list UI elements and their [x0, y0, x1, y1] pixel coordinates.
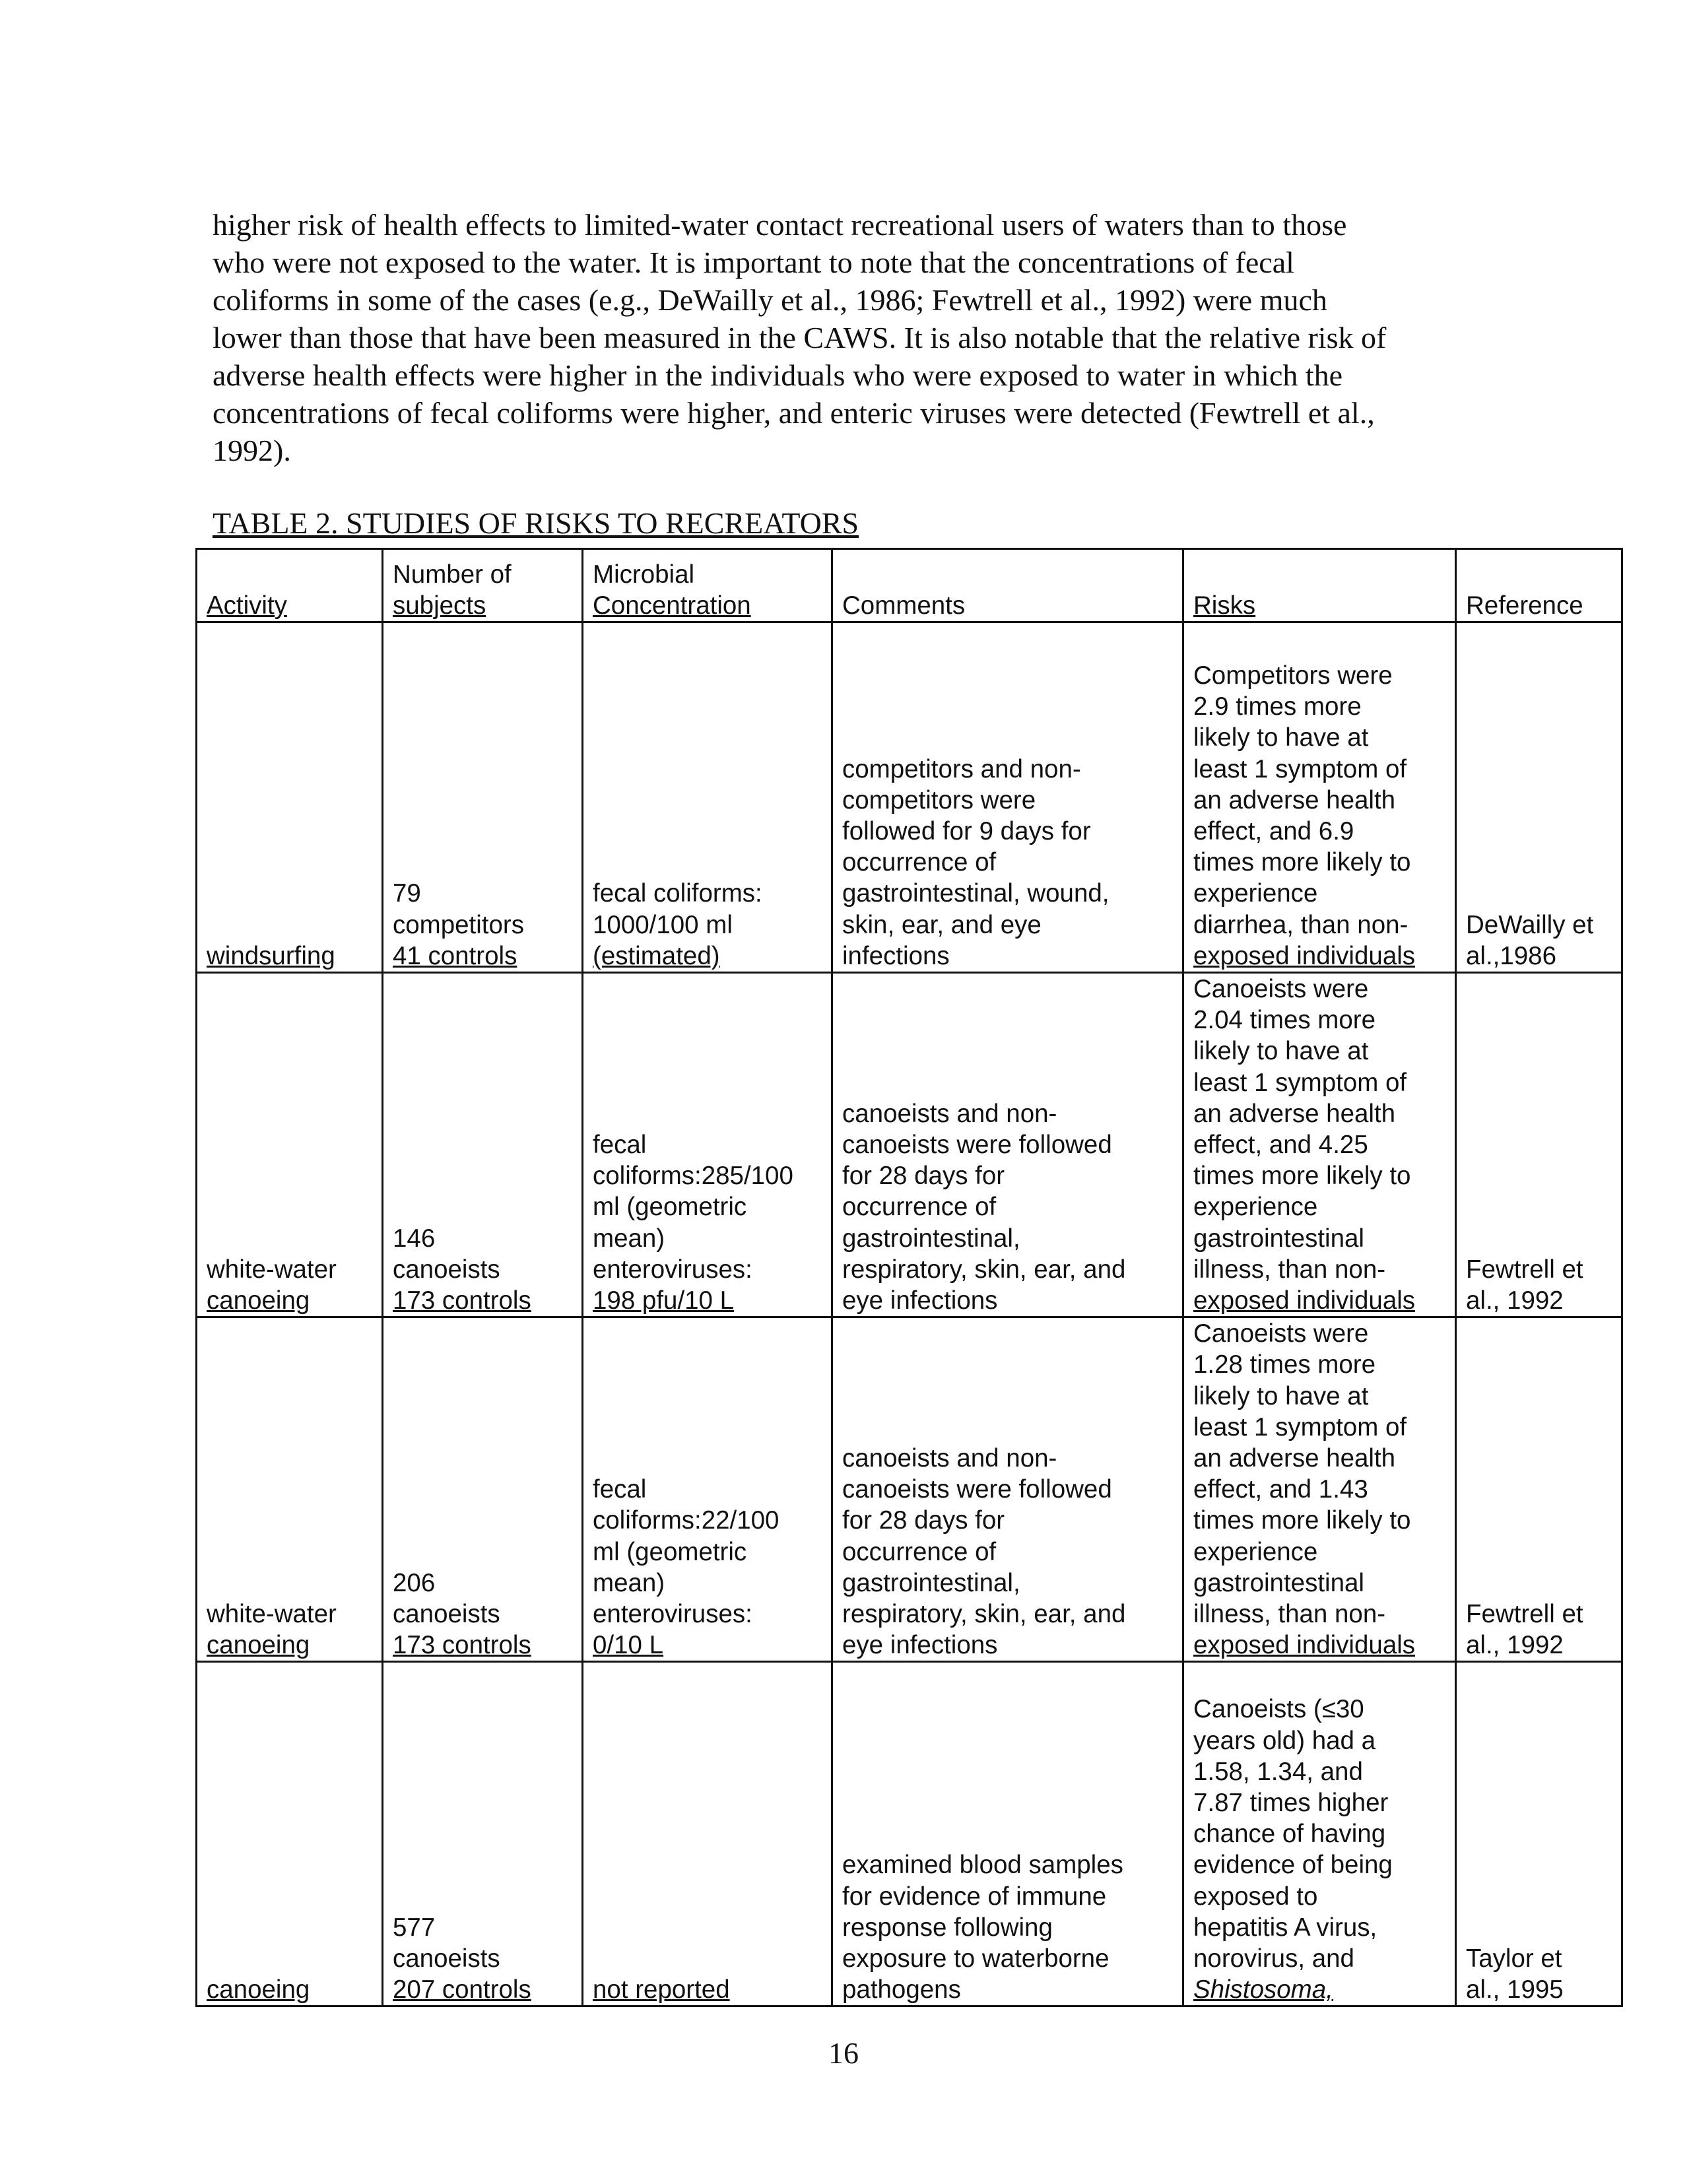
cell-line: hepatitis A virus, [1193, 1913, 1377, 1942]
cell-line: al., 1995 [1466, 1975, 1564, 2004]
cell-comments [832, 1317, 1183, 1662]
cell-line: canoeing [207, 1286, 310, 1315]
cell-line: canoeists [393, 1255, 500, 1284]
cell-risks [1183, 1662, 1456, 2006]
cell-line: gastrointestinal, wound, [842, 879, 1110, 908]
cell-line: canoeists were followed [842, 1475, 1112, 1504]
cell-line: effect, and 6.9 [1193, 816, 1354, 845]
cell-line: subjects [393, 591, 486, 620]
cell-activity [197, 622, 383, 973]
cell-comments [832, 973, 1183, 1317]
table-row [197, 1317, 1622, 1662]
cell-line: least 1 symptom of [1193, 1068, 1407, 1097]
cell-line: norovirus, and [1193, 1944, 1354, 1973]
cell-line: coliforms:285/100 [593, 1162, 793, 1191]
cell-line: competitors [393, 910, 524, 939]
cell-line: canoeists [393, 1600, 500, 1629]
cell-line: respiratory, skin, ear, and [842, 1255, 1126, 1284]
cell-line: exposed individuals [1193, 1286, 1416, 1315]
cell-line: effect, and 4.25 [1193, 1131, 1368, 1160]
cell-line: chance of having [1193, 1820, 1386, 1849]
cell-line: canoeists [393, 1944, 500, 1973]
cell-line: occurrence of [842, 1537, 997, 1566]
cell-line: times more likely to [1193, 848, 1411, 877]
cell-line: mean) [593, 1224, 665, 1253]
cell-risks [1183, 973, 1456, 1317]
cell-line: DeWailly et [1466, 910, 1594, 939]
cell-line: exposed individuals [1193, 941, 1416, 970]
cell-line: Shistosoma, [1193, 1975, 1333, 2004]
cell-line: eye infections [842, 1631, 998, 1660]
cell-line: windsurfing [207, 941, 335, 970]
cell-comments [832, 622, 1183, 973]
cell-line: times more likely to [1193, 1162, 1411, 1191]
cell-line: gastrointestinal [1193, 1224, 1364, 1253]
cell-line: 173 controls [393, 1286, 531, 1315]
cell-concentration [583, 622, 832, 973]
cell-line: 198 pfu/10 L [593, 1286, 735, 1315]
cell-line: experience [1193, 879, 1318, 908]
cell-line: an adverse health [1193, 785, 1396, 814]
cell-line: likely to have at [1193, 1037, 1369, 1066]
cell-line: infections [842, 941, 950, 970]
cell-line: Taylor et [1466, 1944, 1562, 1973]
cell-concentration [583, 1317, 832, 1662]
page-number: 16 [828, 2036, 859, 2070]
cell-line: white-water [207, 1600, 337, 1629]
cell-reference [1456, 622, 1622, 973]
cell-reference [1456, 973, 1622, 1317]
cell-line: fecal [593, 1475, 647, 1504]
cell-line: 173 controls [393, 1631, 531, 1660]
table-caption: TABLE 2. STUDIES OF RISKS TO RECREATORS [213, 506, 859, 540]
cell-line: 206 [393, 1568, 436, 1597]
cell-line: competitors and non- [842, 754, 1081, 783]
header-concentration [583, 549, 832, 622]
cell-line: occurrence of [842, 848, 997, 877]
cell-line: diarrhea, than non- [1193, 910, 1409, 939]
cell-line: illness, than non- [1193, 1600, 1386, 1629]
cell-line: 146 [393, 1224, 436, 1253]
cell-reference [1456, 1662, 1622, 2006]
cell-line: 7.87 times higher [1193, 1789, 1389, 1818]
cell-line: gastrointestinal, [842, 1224, 1020, 1253]
cell-line: 2.9 times more [1193, 692, 1362, 721]
cell-line: exposed individuals [1193, 1631, 1416, 1660]
paragraph-line: coliforms in some of the cases (e.g., DeWailly et al., 1986; Fewtrell et al., 1992) were much [213, 283, 1327, 317]
header-reference [1456, 549, 1622, 622]
cell-line: 1000/100 ml [593, 910, 733, 939]
cell-line: Fewtrell et [1466, 1600, 1583, 1629]
cell-line: enteroviruses: [593, 1255, 752, 1284]
cell-line: canoeists and non- [842, 1444, 1057, 1473]
paragraph-line: who were not exposed to the water. It is important to note that the concentrations of fecal [213, 246, 1294, 279]
recreator-risk-table [195, 548, 1623, 2007]
cell-line: experience [1193, 1193, 1318, 1222]
cell-line: examined blood samples [842, 1851, 1123, 1880]
cell-line: experience [1193, 1537, 1318, 1566]
cell-activity [197, 1317, 383, 1662]
cell-line: times more likely to [1193, 1506, 1411, 1535]
paragraph-line: adverse health effects were higher in the individuals who were exposed to water in which the [213, 358, 1343, 392]
cell-subjects [383, 1662, 583, 2006]
cell-line: Risks [1193, 591, 1256, 620]
cell-line: Canoeists were [1193, 1319, 1369, 1348]
header-subjects [383, 549, 583, 622]
cell-line: occurrence of [842, 1193, 997, 1222]
paragraph-line: concentrations of fecal coliforms were higher, and enteric viruses were detected (Fewtrell et al., [213, 396, 1375, 430]
paragraph-line: 1992). [213, 434, 291, 467]
cell-line: an adverse health [1193, 1444, 1396, 1473]
cell-line: exposed to [1193, 1882, 1318, 1911]
cell-activity [197, 973, 383, 1317]
cell-line: exposure to waterborne [842, 1944, 1110, 1973]
cell-line: likely to have at [1193, 1381, 1369, 1410]
table-header-row [197, 549, 1622, 622]
cell-line: Reference [1466, 591, 1583, 620]
cell-line: years old) had a [1193, 1726, 1376, 1755]
cell-subjects [383, 1317, 583, 1662]
cell-line: canoeists and non- [842, 1099, 1057, 1128]
header-risks [1183, 549, 1456, 622]
cell-risks [1183, 1317, 1456, 1662]
cell-line: respiratory, skin, ear, and [842, 1600, 1126, 1629]
cell-line: Comments [842, 591, 966, 620]
cell-subjects [383, 622, 583, 973]
table-row [197, 973, 1622, 1317]
table-row [197, 622, 1622, 973]
cell-line: mean) [593, 1568, 665, 1597]
cell-comments [832, 1662, 1183, 2006]
cell-line: not reported [593, 1975, 730, 2004]
cell-line: 0/10 L [593, 1631, 664, 1660]
cell-line: pathogens [842, 1975, 961, 2004]
cell-line: ml (geometric [593, 1537, 747, 1566]
cell-line: fecal coliforms: [593, 879, 762, 908]
cell-line: fecal [593, 1131, 647, 1160]
cell-line: Microbial [593, 560, 695, 589]
cell-line: 41 controls [393, 941, 517, 970]
body-paragraph [213, 206, 1526, 469]
cell-concentration [583, 973, 832, 1317]
cell-line: gastrointestinal, [842, 1568, 1020, 1597]
cell-line: (estimated) [593, 941, 720, 970]
cell-line: coliforms:22/100 [593, 1506, 779, 1535]
cell-line: for 28 days for [842, 1506, 1005, 1535]
cell-line: least 1 symptom of [1193, 1412, 1407, 1441]
cell-line: Activity [207, 591, 287, 620]
paragraph-line: lower than those that have been measured in the CAWS. It is also notable that the relative risk of [213, 321, 1387, 354]
cell-line: 577 [393, 1913, 436, 1942]
cell-line: Canoeists (≤30 [1193, 1695, 1364, 1724]
cell-line: evidence of being [1193, 1851, 1393, 1880]
cell-line: eye infections [842, 1286, 998, 1315]
cell-line: 207 controls [393, 1975, 531, 2004]
cell-line: canoeing [207, 1975, 310, 2004]
cell-line: al.,1986 [1466, 941, 1557, 970]
cell-line: competitors were [842, 785, 1036, 814]
cell-concentration [583, 1662, 832, 2006]
cell-line: canoeing [207, 1631, 310, 1660]
table-row [197, 1662, 1622, 2006]
cell-line: an adverse health [1193, 1099, 1396, 1128]
cell-line: followed for 9 days for [842, 816, 1091, 845]
cell-line: 79 [393, 879, 421, 908]
cell-line: Number of [393, 560, 512, 589]
header-comments [832, 549, 1183, 622]
cell-line: skin, ear, and eye [842, 910, 1042, 939]
paragraph-line: higher risk of health effects to limited-water contact recreational users of waters than to those [213, 208, 1347, 242]
cell-line: effect, and 1.43 [1193, 1475, 1368, 1504]
cell-activity [197, 1662, 383, 2006]
cell-line: for 28 days for [842, 1162, 1005, 1191]
cell-line: white-water [207, 1255, 337, 1284]
cell-line: 2.04 times more [1193, 1006, 1376, 1035]
cell-line: al., 1992 [1466, 1631, 1564, 1660]
cell-line: Canoeists were [1193, 975, 1369, 1003]
cell-line: enteroviruses: [593, 1600, 752, 1629]
cell-line: least 1 symptom of [1193, 754, 1407, 783]
cell-line: canoeists were followed [842, 1131, 1112, 1160]
cell-subjects [383, 973, 583, 1317]
cell-line: response following [842, 1913, 1053, 1942]
cell-reference [1456, 1317, 1622, 1662]
header-activity [197, 549, 383, 622]
cell-line: ml (geometric [593, 1193, 747, 1222]
cell-line: 1.28 times more [1193, 1350, 1376, 1379]
cell-line: Concentration [593, 591, 751, 620]
cell-line: gastrointestinal [1193, 1568, 1364, 1597]
cell-risks [1183, 622, 1456, 973]
cell-line: for evidence of immune [842, 1882, 1107, 1911]
cell-line: 1.58, 1.34, and [1193, 1757, 1363, 1786]
cell-line: Competitors were [1193, 661, 1393, 690]
cell-line: likely to have at [1193, 723, 1369, 752]
cell-line: Fewtrell et [1466, 1255, 1583, 1284]
cell-line: al., 1992 [1466, 1286, 1564, 1315]
cell-line: illness, than non- [1193, 1255, 1386, 1284]
